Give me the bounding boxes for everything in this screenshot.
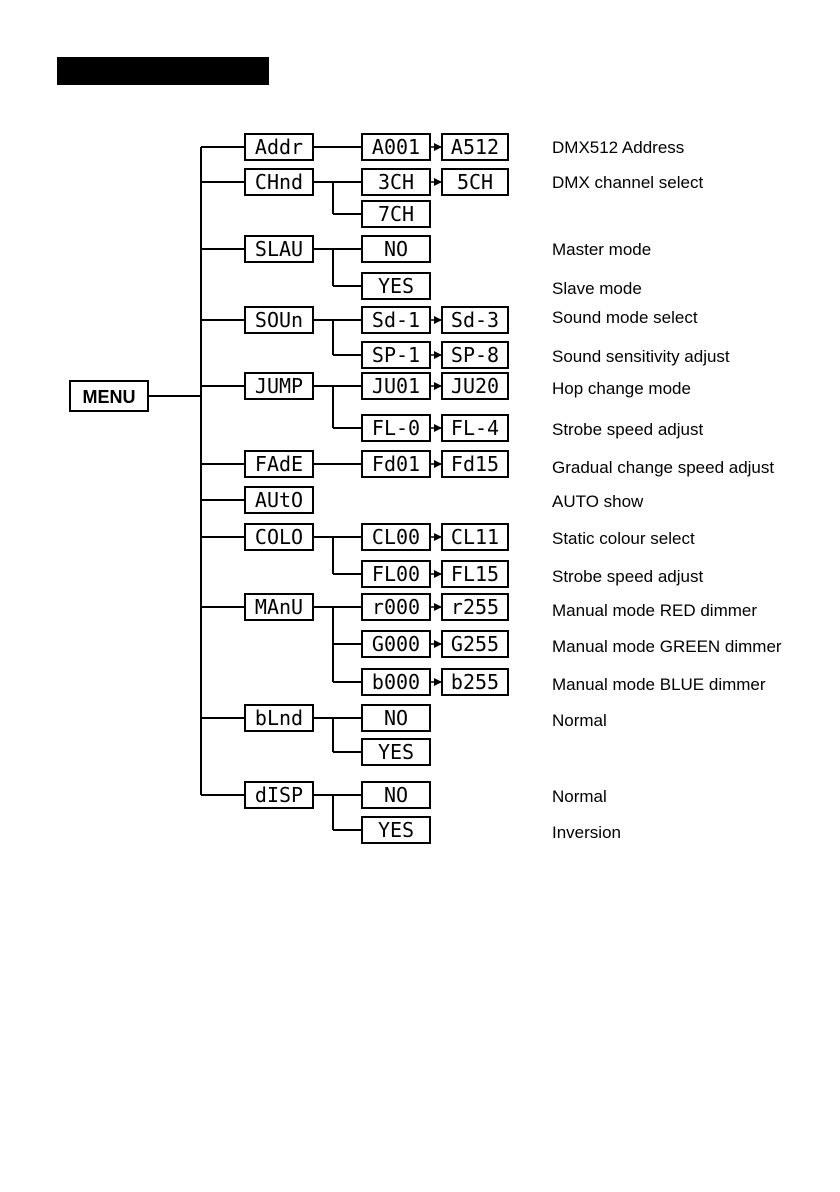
sub-option-sp-8-text: SP-8 (450, 343, 500, 367)
sub-option-yes-text: YES (377, 274, 415, 298)
menu-item-slau-text: SLAU (254, 237, 304, 261)
sub-option-fl-4 (442, 415, 508, 441)
sub-option-fd01-text: Fd01 (371, 452, 421, 476)
sub-option-r255 (442, 594, 508, 620)
sub-option-a001 (362, 134, 430, 160)
description-label: Static colour select (552, 529, 695, 548)
sub-option-fl00 (362, 561, 430, 587)
menu-item-jump (245, 373, 313, 399)
sub-option-fl-0-text: FL-0 (371, 416, 421, 440)
sub-option-fd01 (362, 451, 430, 477)
description-label: Manual mode BLUE dimmer (552, 675, 766, 694)
description-label: Inversion (552, 823, 621, 842)
sub-option-fl15 (442, 561, 508, 587)
sub-option-cl11 (442, 524, 508, 550)
sub-option-g255 (442, 631, 508, 657)
sub-option-7ch (362, 201, 430, 227)
sub-option-ju01 (362, 373, 430, 399)
description-label: Manual mode GREEN dimmer (552, 637, 782, 656)
sub-option-cl00 (362, 524, 430, 550)
description-label: Sound sensitivity adjust (552, 347, 730, 366)
sub-option-r000 (362, 594, 430, 620)
description-label: DMX channel select (552, 173, 704, 192)
description-label: Master mode (552, 240, 652, 259)
menu-root (70, 381, 148, 411)
menu-item-colo-text: COLO (254, 525, 304, 549)
sub-option-3ch (362, 169, 430, 195)
sub-option-sp-8 (442, 342, 508, 368)
menu-item-chnd-text: CHnd (254, 170, 304, 194)
sub-option-b255 (442, 669, 508, 695)
sub-option-sd-3 (442, 307, 508, 333)
sub-option-7ch-text: 7CH (377, 202, 415, 226)
description-label: Strobe speed adjust (552, 567, 704, 586)
description-label: Hop change mode (552, 379, 691, 398)
menu-item-fade (245, 451, 313, 477)
sub-option-yes (362, 739, 430, 765)
menu-item-manu-text: MAnU (254, 595, 304, 619)
description-label: Slave mode (552, 279, 642, 298)
sub-option-fl00-text: FL00 (371, 562, 421, 586)
description-label: Normal (552, 711, 607, 730)
menu-item-jump-text: JUMP (254, 374, 304, 398)
sub-option-5ch (442, 169, 508, 195)
menu-item-colo (245, 524, 313, 550)
menu-item-fade-text: FAdE (254, 452, 304, 476)
sub-option-b255-text: b255 (450, 670, 500, 694)
sub-option-fl-4-text: FL-4 (450, 416, 500, 440)
sub-option-cl11-text: CL11 (450, 525, 500, 549)
sub-option-5ch-text: 5CH (456, 170, 494, 194)
sub-option-b000 (362, 669, 430, 695)
sub-option-fl15-text: FL15 (450, 562, 500, 586)
description-label: Strobe speed adjust (552, 420, 704, 439)
menu-item-manu (245, 594, 313, 620)
menu-item-chnd (245, 169, 313, 195)
description-label: AUTO show (552, 492, 644, 511)
description-label: Normal (552, 787, 607, 806)
sub-option-sd-1-text: Sd-1 (371, 308, 421, 332)
sub-option-a512 (442, 134, 508, 160)
sub-option-sp-1-text: SP-1 (371, 343, 421, 367)
sub-option-a512-text: A512 (450, 135, 500, 159)
sub-option-sd-1 (362, 307, 430, 333)
menu-item-auto (245, 487, 313, 513)
menu-item-blnd (245, 705, 313, 731)
sub-option-a001-text: A001 (371, 135, 421, 159)
sub-option-no (362, 236, 430, 262)
sub-option-ju20-text: JU20 (450, 374, 500, 398)
menu-item-slau (245, 236, 313, 262)
sub-option-ju01-text: JU01 (371, 374, 421, 398)
description-label: Manual mode RED dimmer (552, 601, 758, 620)
sub-option-yes-text: YES (377, 818, 415, 842)
menu-item-blnd-text: bLnd (254, 706, 304, 730)
sub-option-fd15-text: Fd15 (450, 452, 500, 476)
sub-option-r000-text: r000 (371, 595, 421, 619)
sub-option-g000-text: G000 (371, 632, 421, 656)
menu-item-disp-text: dISP (254, 783, 304, 807)
menu-item-disp (245, 782, 313, 808)
sub-option-g000 (362, 631, 430, 657)
menu-label: MENU (82, 387, 136, 407)
sub-option-yes-text: YES (377, 740, 415, 764)
sub-option-no-text: NO (383, 706, 409, 730)
description-label: Gradual change speed adjust (552, 458, 775, 477)
sub-option-cl00-text: CL00 (371, 525, 421, 549)
sub-option-no (362, 705, 430, 731)
sub-option-fd15 (442, 451, 508, 477)
sub-option-sd-3-text: Sd-3 (450, 308, 500, 332)
sub-option-no-text: NO (383, 237, 409, 261)
sub-option-ju20 (442, 373, 508, 399)
sub-option-sp-1 (362, 342, 430, 368)
menu-item-addr-text: Addr (254, 135, 304, 159)
sub-option-g255-text: G255 (450, 632, 500, 656)
description-label: Sound mode select (552, 308, 698, 327)
sub-option-r255-text: r255 (450, 595, 500, 619)
sub-option-fl-0 (362, 415, 430, 441)
menu-item-soun (245, 307, 313, 333)
sub-option-yes (362, 273, 430, 299)
menu-item-soun-text: SOUn (254, 308, 304, 332)
sub-option-3ch-text: 3CH (377, 170, 415, 194)
menu-item-auto-text: AUtO (254, 488, 304, 512)
sub-option-b000-text: b000 (371, 670, 421, 694)
sub-option-no (362, 782, 430, 808)
menu-item-addr (245, 134, 313, 160)
description-label: DMX512 Address (552, 138, 685, 157)
sub-option-no-text: NO (383, 783, 409, 807)
sub-option-yes (362, 817, 430, 843)
